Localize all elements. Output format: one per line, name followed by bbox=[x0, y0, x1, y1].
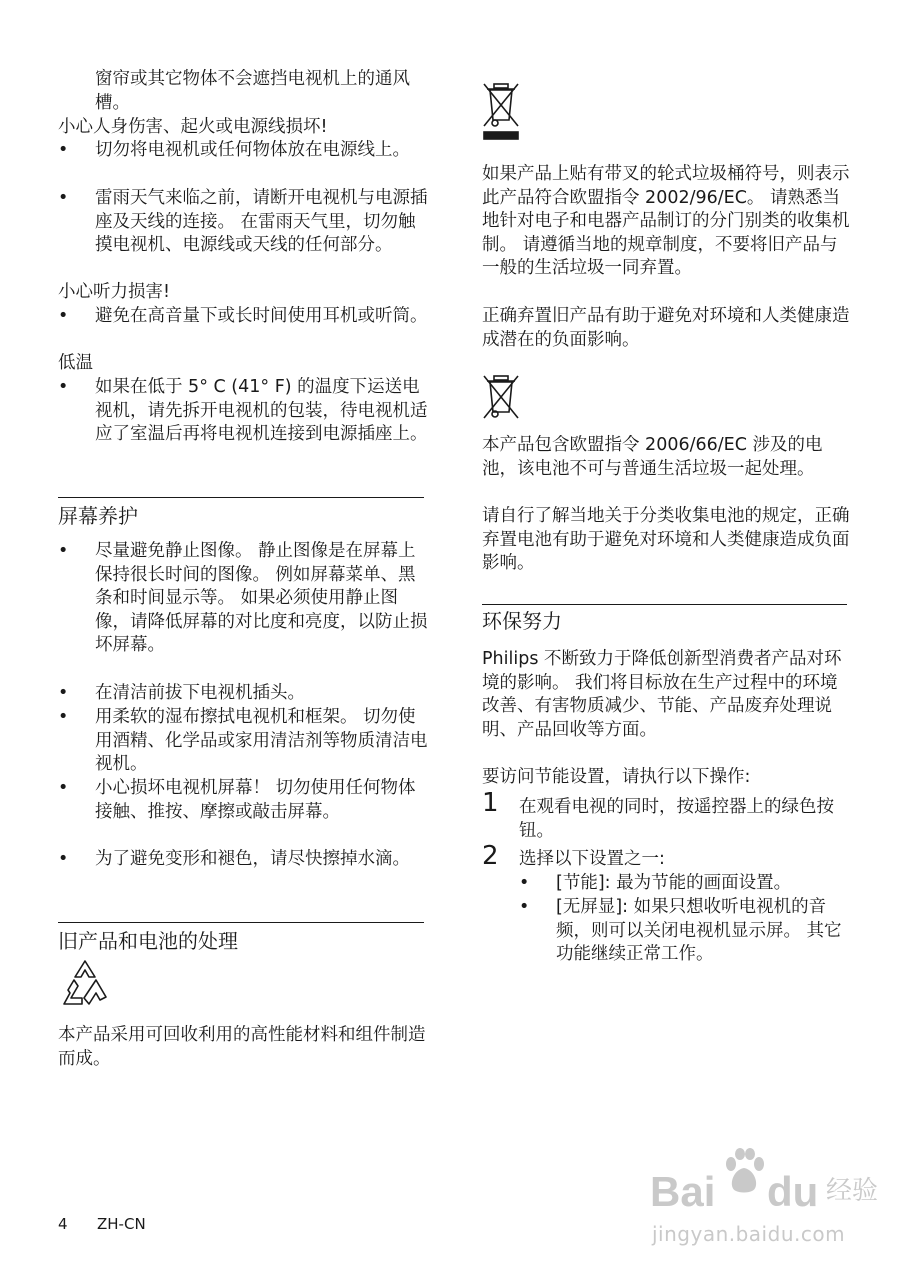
paw-icon bbox=[722, 1148, 766, 1204]
weee-text: 如果产品上贴有带叉的轮式垃圾桶符号，则表示此产品符合欧盟指令 2002/96/EC。 请熟悉当地针对电子和电器产品制订的分门别类的收集机制。 请遵循当地的规章制度，不要将旧产品与一般的生活垃圾一同弃置。 bbox=[482, 164, 850, 279]
list-item: • 为了避免变形和褪色，请尽快擦掉水滴。 bbox=[58, 848, 428, 872]
option-label: [无屏显] bbox=[556, 897, 623, 917]
option-label: [节能] bbox=[556, 873, 605, 893]
eco-text: Philips 不断致力于降低创新型消费者产品对环境的影响。 我们将目标放在生产过程中的环境改善、有害物质减少、节能、产品废弃处理说明、产品回收等方面。 bbox=[482, 649, 842, 740]
step-text: 在观看电视的同时，按遥控器上的绿色按钮。 bbox=[519, 797, 834, 841]
option-text: : 最为节能的画面设置。 bbox=[604, 873, 792, 893]
option-text: : 如果只想收听电视机的音频，则可以关闭电视机显示屏。 其它功能继续正常工作。 bbox=[556, 897, 842, 965]
weee-text-2: 正确弃置旧产品有助于避免对环境和人类健康造成潜在的负面影响。 bbox=[482, 306, 850, 350]
crossed-bin-icon bbox=[482, 372, 522, 428]
section-divider bbox=[58, 497, 424, 498]
section-divider bbox=[482, 604, 847, 605]
section-divider bbox=[58, 922, 424, 923]
list-item: • 尽量避免静止图像。 静止图像是在屏幕上保持很长时间的图像。 例如屏幕菜单、黑条和时间显示等。 如果必须使用静止图像，请降低屏幕的对比度和亮度，以防止损坏屏幕。 bbox=[58, 540, 428, 658]
eco-title: 环保努力 bbox=[482, 609, 562, 633]
disposal-title: 旧产品和电池的处理 bbox=[58, 929, 238, 953]
recycle-text: 本产品采用可回收利用的高性能材料和组件制造而成。 bbox=[58, 1025, 426, 1069]
battery-text: 本产品包含欧盟指令 2006/66/EC 涉及的电池，该电池不可与普通生活垃圾一起处理。 bbox=[482, 435, 823, 479]
low-temp-heading: 低温 bbox=[58, 353, 93, 373]
hearing-heading: 小心听力损害! bbox=[58, 282, 171, 302]
watermark-brand-right: du bbox=[767, 1168, 819, 1215]
watermark-brand-left: Bai bbox=[650, 1168, 716, 1215]
option-item bbox=[519, 896, 856, 967]
page-number: 4 bbox=[58, 1215, 68, 1233]
step-number: 2 bbox=[482, 841, 499, 871]
language-code: ZH-CN bbox=[97, 1215, 146, 1233]
watermark-suffix: 经验 bbox=[826, 1176, 879, 1206]
baidu-watermark bbox=[650, 1148, 880, 1268]
list-item: • 雷雨天气来临之前，请断开电视机与电源插座及天线的连接。 在雷雨天气里，切勿触摸电视机、电源线或天线的任何部分。 bbox=[58, 187, 428, 258]
recycle-icon bbox=[60, 958, 110, 1016]
battery-text-2: 请自行了解当地关于分类收集电池的规定，正确弃置电池有助于避免对环境和人类健康造成负面影响。 bbox=[482, 506, 850, 574]
list-item: • 切勿将电视机或任何物体放在电源线上。 bbox=[58, 139, 428, 163]
list-item: • 小心损坏电视机屏幕！ 切勿使用任何物体接触、推按、摩擦或敲击屏幕。 bbox=[58, 777, 428, 824]
crossed-wheelie-bin-icon bbox=[482, 80, 522, 150]
list-item: • 避免在高音量下或长时间使用耳机或听筒。 bbox=[58, 305, 428, 329]
list-item: • 用柔软的湿布擦拭电视机和框架。 切勿使用酒精、化学品或家用清洁剂等物质清洁电视机。 bbox=[58, 706, 428, 777]
option-item bbox=[519, 872, 856, 896]
watermark-url: jingyan.baidu.com bbox=[652, 1222, 846, 1246]
list-item: • 在清洁前拔下电视机插头。 bbox=[58, 682, 428, 706]
step-text: 选择以下设置之一: bbox=[519, 849, 665, 869]
eco-access: 要访问节能设置，请执行以下操作: bbox=[482, 767, 751, 787]
caution-injury-heading: 小心人身伤害、起火或电源线损坏! bbox=[58, 117, 328, 137]
intro-continuation: 窗帘或其它物体不会遮挡电视机上的通风槽。 bbox=[95, 69, 410, 113]
list-item: • 如果在低于 5° C (41° F) 的温度下运送电视机，请先拆开电视机的包装，待电视机适应了室温后再将电视机连接到电源插座上。 bbox=[58, 376, 428, 447]
screen-care-title: 屏幕养护 bbox=[58, 504, 138, 528]
step-number: 1 bbox=[482, 788, 499, 818]
